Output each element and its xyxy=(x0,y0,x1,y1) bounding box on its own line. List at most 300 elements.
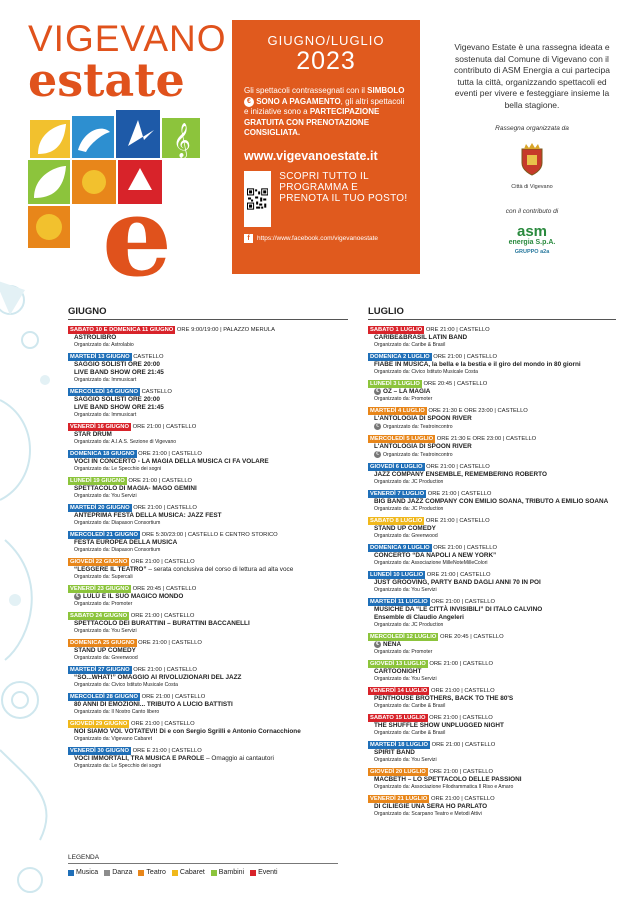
event-date-line xyxy=(68,450,348,458)
event-title-text: JAZZ COMPANY ENSEMBLE, REMEMBERING ROBERTO xyxy=(374,470,547,478)
event-organizer xyxy=(74,377,348,384)
event-organizer xyxy=(374,342,616,349)
facebook-url: https://www.facebook.com/vigevanoestate xyxy=(257,234,379,242)
event-date-tag: MERCOLEDÌ 5 LUGLIO xyxy=(370,436,434,443)
event-title xyxy=(74,593,348,601)
event-date-tag: LUNEDÌ 3 LUGLIO xyxy=(370,381,420,387)
asm-spa: S.p.A. xyxy=(535,239,556,246)
legend-label: Cabaret xyxy=(179,869,205,876)
event-time-place: ORE 21:00 | CASTELLO xyxy=(136,451,202,457)
logo-subtitle: estate xyxy=(28,53,185,107)
contribution-label: con il contributo di xyxy=(505,207,559,215)
event-date-tag: GIOVEDÌ 20 LUGLIO xyxy=(370,769,426,776)
euro-icon: € xyxy=(374,423,381,430)
event-title xyxy=(374,415,616,423)
event-date-line xyxy=(368,598,616,606)
event-title xyxy=(74,701,348,709)
legend-item-eventi xyxy=(250,869,277,876)
event-title-text: PENTHOUSE BROTHERS, BACK TO THE 80'S xyxy=(374,695,514,703)
event-organizer xyxy=(374,560,616,567)
event-title xyxy=(74,674,348,682)
event-item xyxy=(368,380,616,403)
event-date-line xyxy=(368,795,616,803)
event-title xyxy=(74,728,348,736)
event-item xyxy=(68,720,348,743)
event-organizer xyxy=(374,451,616,458)
event-organizer-text: Organizzato da: Associazione MilleNoteMilleColori xyxy=(374,559,488,566)
event-time-place: CASTELLO xyxy=(139,389,172,395)
event-time-place: ORE 21:00 | CASTELLO xyxy=(429,796,495,803)
event-date-tag: DOMENICA 18 GIUGNO xyxy=(70,451,135,457)
event-title-text: CONCERTO “DA NAPOLI A NEW YORK” xyxy=(374,551,497,559)
event-time-place: ORE 21:00 | CASTELLO xyxy=(139,694,206,701)
euro-icon: € xyxy=(374,451,381,458)
event-organizer-text: Organizzato da: Astrolabio xyxy=(74,342,134,348)
event-title xyxy=(374,443,616,451)
event-title-text: LULÙ E IL SUO MAGICO MONDO xyxy=(83,593,184,601)
event-organizer-text: Organizzato da: Immusicart xyxy=(74,377,137,383)
event-organizer-text: Organizzato da: Vigevano Cabaret xyxy=(74,736,153,743)
event-title xyxy=(374,579,616,587)
event-organizer xyxy=(74,412,348,419)
qr-code-icon[interactable] xyxy=(244,171,271,227)
promo-info-free: PARTECIPAZIONE GRATUITA CON PRENOTAZIONE CONSIGLIATA. xyxy=(244,107,380,138)
event-date-tag: SABATO 24 GIUGNO xyxy=(70,613,128,620)
event-date-tag: MARTEDÌ 4 LUGLIO xyxy=(370,408,425,415)
event-title xyxy=(374,388,616,396)
event-date-line xyxy=(368,687,616,695)
legend-label: Teatro xyxy=(146,869,166,876)
event-subtitle: Ensemble di Claudio Angeleri xyxy=(374,613,464,621)
event-item xyxy=(68,504,348,527)
event-date-line xyxy=(368,768,616,776)
event-organizer xyxy=(374,703,616,710)
event-organizer xyxy=(374,676,616,683)
event-title-text: NOI SIAMO VOI. VOTATEVI! Di e con Sergio Sgrilli e Antonio Cornacchione xyxy=(74,728,301,736)
event-item xyxy=(68,353,348,384)
event-item xyxy=(368,660,616,683)
event-title xyxy=(74,512,348,520)
event-date-line xyxy=(368,435,616,443)
event-organizer-text: Organizzato da: Caribe & Brasil xyxy=(374,342,446,348)
event-organizer xyxy=(74,709,348,716)
event-title-text: OZ – LA MAGIA xyxy=(383,388,431,396)
event-title-text: JUST GROOVING, PARTY BAND DAGLI ANNI 70 IN POI xyxy=(374,578,541,586)
event-organizer xyxy=(74,655,348,662)
event-title-text: FESTA EUROPEA DELLA MUSICA xyxy=(74,539,178,546)
event-item xyxy=(368,795,616,818)
promo-info-symbol: SIMBOLO xyxy=(367,86,405,95)
legend-swatch xyxy=(250,870,256,876)
svg-text:e: e xyxy=(102,172,172,290)
logo-title: VIGEVANO xyxy=(28,18,227,59)
event-organizer-text: Organizzato da: Le Specchio dei sogni xyxy=(74,763,162,770)
event-date-line xyxy=(68,353,348,361)
event-title-text: “LEGGERE IL TEATRO” xyxy=(74,566,147,573)
event-title xyxy=(74,620,348,628)
event-time-place: ORE 21:00 | CASTELLO xyxy=(429,688,495,695)
event-organizer xyxy=(74,439,348,446)
asm-group: GRUPPO a2a xyxy=(514,249,550,255)
event-item xyxy=(68,639,348,662)
event-organizer-text: Organizzato da: You Servizi xyxy=(374,757,437,764)
event-organizer xyxy=(74,574,348,581)
event-title-text: VOCI IMMORTALI, TRA MUSICA E PAROLE xyxy=(74,755,205,763)
event-item xyxy=(368,544,616,567)
event-title xyxy=(74,334,348,342)
event-date-tag: MERCOLEDÌ 28 GIUGNO xyxy=(70,694,138,701)
event-date-line xyxy=(68,747,348,755)
event-item xyxy=(368,490,616,513)
event-title xyxy=(74,755,348,763)
event-organizer-text: Organizzato da: Il Nostro Canto libero xyxy=(74,709,160,716)
event-title-text: “SO...WHAT!” OMAGGIO AI RIVOLUZIONARI DEL JAZZ xyxy=(74,674,242,682)
event-organizer xyxy=(74,601,348,608)
legend-swatch xyxy=(68,870,74,876)
event-organizer xyxy=(74,493,348,500)
event-item xyxy=(368,687,616,710)
event-organizer-text: Organizzato da: Teatroincontro xyxy=(383,424,453,431)
event-time-place: ORE 21:00 | CASTELLO xyxy=(424,327,490,333)
event-time-place: ORE 21:00 | CASTELLO xyxy=(429,742,496,749)
event-title xyxy=(374,334,616,342)
event-organizer xyxy=(374,423,616,430)
event-date-tag: GIOVEDÌ 13 LUGLIO xyxy=(370,661,426,668)
event-organizer xyxy=(374,649,616,656)
event-organizer-text: Organizzato da: JC Production xyxy=(374,505,444,512)
event-title xyxy=(374,722,616,730)
event-title-text: FIABE IN MUSICA, la bella e la bestia e il giro del mondo in 80 giorni xyxy=(374,361,581,368)
event-item xyxy=(368,768,616,791)
event-date-tag: SABATO 8 LUGLIO xyxy=(370,517,423,524)
facebook-icon: f xyxy=(244,234,253,243)
event-date-tag: MARTEDÌ 11 LUGLIO xyxy=(370,598,428,605)
event-time-place: ORE 21:00 | CASTELLO xyxy=(427,715,493,722)
event-title-text: NENA xyxy=(383,641,402,649)
event-organizer xyxy=(374,757,616,764)
event-title xyxy=(374,803,616,811)
event-organizer-text: Organizzato da: You Servizi xyxy=(74,628,137,635)
event-date-tag: VENERDÌ 7 LUGLIO xyxy=(370,490,425,497)
event-organizer-text: Organizzato da: Civico Istituto Musicale Costa xyxy=(74,682,178,689)
city-crest-icon xyxy=(518,143,546,177)
event-organizer xyxy=(374,622,616,629)
event-date-line xyxy=(68,639,348,647)
event-date-tag: GIOVEDÌ 29 GIUGNO xyxy=(70,721,128,728)
event-item xyxy=(368,598,616,629)
promo-cta: SCOPRI TUTTO IL PROGRAMMA E PRENOTA IL TUO POSTO! xyxy=(279,170,408,204)
event-organizer xyxy=(374,587,616,594)
event-item xyxy=(68,388,348,419)
event-date-line xyxy=(68,388,348,396)
event-organizer xyxy=(74,520,348,527)
qr-row xyxy=(244,171,408,227)
event-title-text: L'ANTOLOGIA DI SPOON RIVER xyxy=(374,415,472,423)
event-item xyxy=(68,450,348,473)
event-organizer-text: Organizzato da: You Servizi xyxy=(374,586,437,593)
event-organizer-text: Organizzato da: Diapason Consortium xyxy=(74,547,161,553)
event-item xyxy=(368,407,616,430)
event-item xyxy=(68,747,348,770)
event-item xyxy=(68,612,348,635)
event-date-line xyxy=(368,490,616,498)
euro-icon: € xyxy=(374,641,381,648)
event-organizer-text: Organizzato da: You Servizi xyxy=(74,493,137,499)
event-title xyxy=(74,647,348,655)
event-title xyxy=(374,749,616,757)
event-time-place: ORE 21:00 | CASTELLO xyxy=(424,517,490,524)
event-time-place: ORE 21:00 | CASTELLO xyxy=(129,721,195,728)
event-date-line xyxy=(368,571,616,579)
event-item xyxy=(68,423,348,446)
legend-item-teatro xyxy=(138,869,165,876)
intro-panel xyxy=(446,42,618,259)
event-organizer xyxy=(374,396,616,403)
event-organizer-text: Organizzato da: Associazione Filodrammatica Il Riso e Amaro xyxy=(374,784,514,791)
june-event-list xyxy=(68,326,348,770)
legend-swatch xyxy=(172,870,178,876)
event-title xyxy=(74,539,348,547)
event-title xyxy=(374,668,616,676)
event-date-tag: VENERDÌ 14 LUGLIO xyxy=(370,688,428,695)
legend-item-bambini xyxy=(211,869,244,876)
event-date-line xyxy=(368,517,616,525)
event-title xyxy=(74,566,348,574)
event-date-line xyxy=(68,558,348,566)
event-organizer xyxy=(74,763,348,770)
event-title-text: THE SHUFFLE SHOW UNPLUGGED NIGHT xyxy=(374,722,504,730)
event-title-text: CARIBE&BRASIL LATIN BAND xyxy=(374,334,468,341)
event-title-rest: – Omaggio ai cantautori xyxy=(204,755,274,763)
event-title xyxy=(374,695,616,703)
event-time-place: ORE 21:30 E ORE 23:00 | CASTELLO xyxy=(435,436,537,443)
legend-item-musica xyxy=(68,869,98,876)
event-time-place: ORE 21:00 | CASTELLO xyxy=(425,571,491,578)
legend-swatch xyxy=(211,870,217,876)
event-item xyxy=(368,353,616,376)
event-organizer xyxy=(374,533,616,540)
event-time-place: ORE 21:00 | CASTELLO xyxy=(427,769,494,776)
legend-item-cabaret xyxy=(172,869,205,876)
event-item xyxy=(368,633,616,656)
event-time-place: ORE 20:45 | CASTELLO xyxy=(421,381,488,387)
event-title xyxy=(374,361,616,369)
event-organizer xyxy=(374,784,616,791)
event-organizer xyxy=(74,466,348,473)
event-organizer-text: Organizzato da: Immusicart xyxy=(74,412,137,418)
june-program xyxy=(68,306,348,774)
event-title-text: STAND UP COMEDY xyxy=(74,647,136,655)
event-item xyxy=(368,517,616,540)
event-title-text: MUSICHE DA “LE CITTÀ INVISIBILI” DI ITALO CALVINO xyxy=(374,605,543,613)
event-date-tag: SABATO 1 LUGLIO xyxy=(370,327,423,333)
event-organizer-text: Organizzato da: Promoter xyxy=(74,601,133,608)
event-time-place: ORE 21:00 | CASTELLO xyxy=(427,661,494,668)
city-label: Città di Vigevano xyxy=(511,184,553,190)
event-time-place: ORE 20:45 | CASTELLO xyxy=(130,586,197,592)
event-date-tag: MARTEDÌ 18 LUGLIO xyxy=(370,742,428,749)
event-date-tag: VENERDÌ 16 GIUGNO xyxy=(70,424,129,430)
event-title-text: L'ANTOLOGIA DI SPOON RIVER xyxy=(374,443,472,451)
promo-info-paid: SONO A PAGAMENTO xyxy=(254,96,341,106)
event-organizer xyxy=(74,628,348,635)
event-title xyxy=(374,498,616,506)
event-date-line xyxy=(68,423,348,431)
event-title xyxy=(374,552,616,560)
event-organizer-text: Organizzato da: Promoter xyxy=(374,396,433,403)
event-time-place: ORE 21:00 | CASTELLO xyxy=(129,559,195,565)
event-date-tag: GIOVEDÌ 6 LUGLIO xyxy=(370,463,423,470)
legend-label: Danza xyxy=(112,869,133,876)
event-time-place: ORE 21:00 | CASTELLO xyxy=(131,505,197,511)
event-item xyxy=(68,477,348,500)
legend-heading: LEGENDA xyxy=(68,854,338,864)
event-time-place: ORE 9:00/19:00 | PALAZZO MERULA xyxy=(175,327,275,333)
promo-info xyxy=(244,86,408,139)
asm-logo-text: asm xyxy=(516,223,548,240)
event-organizer-text: Organizzato da: Greenwood xyxy=(374,532,438,539)
event-time-place: ORE 21:00 | CASTELLO xyxy=(426,490,492,497)
website-link[interactable]: www.vigevanoestate.it xyxy=(244,148,378,163)
legend-swatch xyxy=(104,870,110,876)
event-time-place: ORE 5:30/23:00 | CASTELLO E CENTRO STORICO xyxy=(139,532,278,538)
event-title xyxy=(374,471,616,479)
event-organizer-text: Organizzato da: Scarpano Teatro e Metodi Attivi xyxy=(374,811,482,818)
event-time-place: ORE 21:00 | CASTELLO xyxy=(431,544,497,551)
promo-year: 2023 xyxy=(296,47,356,75)
event-item xyxy=(68,326,348,349)
legend-label: Musica xyxy=(76,869,99,876)
event-date-tag: MARTEDÌ 13 GIUGNO xyxy=(70,354,130,360)
event-date-line xyxy=(68,504,348,512)
event-organizer xyxy=(74,342,348,349)
event-title-text: SPIRIT BAND xyxy=(374,749,415,757)
event-time-place: ORE 21:00 | CASTELLO xyxy=(136,640,202,647)
event-date-line xyxy=(368,380,616,388)
event-title xyxy=(74,458,348,466)
event-organizer xyxy=(374,479,616,486)
event-date-line xyxy=(68,693,348,701)
event-organizer xyxy=(374,730,616,737)
event-title xyxy=(374,606,616,614)
event-date-tag: VENERDÌ 30 GIUGNO xyxy=(70,748,129,755)
event-item xyxy=(368,435,616,458)
event-item xyxy=(68,531,348,554)
logo-artwork xyxy=(28,110,218,290)
event-organizer-text: Organizzato da: Civico Istituto Musicale Costa xyxy=(374,369,478,375)
event-date-tag: LUNEDÌ 10 LUGLIO xyxy=(370,571,424,578)
event-organizer-text: Organizzato da: Teatroincontro xyxy=(383,451,453,458)
event-title xyxy=(74,485,348,493)
event-date-tag: DOMENICA 2 LUGLIO xyxy=(370,354,430,360)
event-organizer xyxy=(374,811,616,818)
event-item xyxy=(368,714,616,737)
event-title xyxy=(74,396,348,404)
event-date-line xyxy=(368,326,616,334)
event-time-place: ORE 21:00 | CASTELLO xyxy=(131,667,197,674)
event-title xyxy=(74,431,348,439)
event-date-line xyxy=(368,633,616,641)
event-subtitle: LIVE BAND SHOW ORE 21:45 xyxy=(74,369,164,376)
july-event-list xyxy=(368,326,616,818)
event-title xyxy=(374,776,616,784)
event-title-text: ANTEPRIMA FESTA DELLA MUSICA: JAZZ FEST xyxy=(74,512,222,519)
legend-label: Eventi xyxy=(258,869,278,876)
event-organizer-text: Organizzato da: Le Specchio dei sogni xyxy=(74,466,162,472)
legend-items xyxy=(68,869,338,876)
event-date-tag: SABATO 15 LUGLIO xyxy=(370,715,426,722)
event-organizer xyxy=(74,736,348,743)
event-date-line xyxy=(368,741,616,749)
event-date-tag: MERCOLEDÌ 12 LUGLIO xyxy=(370,633,437,640)
event-date-tag: VENERDÌ 23 GIUGNO xyxy=(70,586,129,592)
event-title-rest: – serata conclusiva del corso di lettura ad alta voce xyxy=(146,566,294,573)
event-organizer-text: Organizzato da: JC Production xyxy=(374,621,444,628)
event-date-tag: LUNEDÌ 19 GIUGNO xyxy=(70,478,125,484)
event-date-line xyxy=(368,407,616,415)
event-organizer-text: Organizzato da: Caribe & Brasil xyxy=(374,730,446,737)
event-item xyxy=(368,741,616,764)
event-time-place: ORE 21:30 E ORE 23:00 | CASTELLO xyxy=(426,408,528,415)
event-date-line xyxy=(68,326,348,334)
event-date-line xyxy=(68,720,348,728)
event-time-place: CASTELLO xyxy=(131,354,164,360)
event-date-line xyxy=(368,463,616,471)
event-date-tag: SABATO 10 E DOMENICA 11 GIUGNO xyxy=(70,327,174,333)
vigevano-estate-logo xyxy=(28,18,227,290)
event-time-place: ORE 21:00 | CASTELLO xyxy=(424,463,490,470)
legend-swatch xyxy=(138,870,144,876)
event-item xyxy=(368,571,616,594)
event-date-line xyxy=(68,612,348,620)
event-date-line xyxy=(368,714,616,722)
event-title-text: SPETTACOLO DEI BURATTINI – BURATTINI BACCANELLI xyxy=(74,620,250,628)
event-title-text: CARTOONIGHT xyxy=(374,668,422,676)
event-title xyxy=(74,361,348,369)
event-item xyxy=(68,558,348,581)
intro-text: Vigevano Estate è una rassegna ideata e sostenuta dal Comune di Vigevano con il contributo di ASM Energia a cui partecipa tutta la città, organizzando spettacoli ed eventi per vivere e festeggiare insieme la bella stagione. xyxy=(454,42,610,110)
july-program xyxy=(368,306,616,822)
event-title-text: SAGGIO SOLISTI ORE 20:00 xyxy=(74,396,160,403)
event-date-line xyxy=(368,660,616,668)
event-date-line xyxy=(68,477,348,485)
event-item xyxy=(68,693,348,716)
event-date-tag: VENERDÌ 21 LUGLIO xyxy=(370,796,428,803)
event-organizer xyxy=(374,369,616,376)
event-title-text: SPETTACOLO DI MAGIA- MAGO GEMINI xyxy=(74,485,197,492)
euro-icon: € xyxy=(374,388,381,395)
event-date-tag: DOMENICA 25 GIUGNO xyxy=(70,640,135,647)
event-organizer-text: Organizzato da: Caribe & Brasil xyxy=(374,703,446,710)
promo-dates: GIUGNO/LUGLIO xyxy=(267,33,385,48)
facebook-link[interactable] xyxy=(244,234,408,243)
asm-energia: energia xyxy=(508,239,534,246)
legend xyxy=(68,854,338,876)
event-subtitle: LIVE BAND SHOW ORE 21:45 xyxy=(74,404,164,411)
event-time-place: ORE 20:45 | CASTELLO xyxy=(438,633,504,640)
event-time-place: ORE 21:00 | CASTELLO xyxy=(126,478,193,484)
event-organizer xyxy=(74,547,348,554)
event-date-line xyxy=(68,531,348,539)
event-date-line xyxy=(68,585,348,593)
event-date-tag: MERCOLEDÌ 21 GIUGNO xyxy=(70,532,138,538)
event-title-text: DI CILIEGIE UNA SERA HO PARLATO xyxy=(374,803,488,811)
event-title-text: BIG BAND JAZZ COMPANY CON EMILIO SOANA, TRIBUTO A EMILIO SOANA xyxy=(374,497,609,505)
event-date-line xyxy=(68,666,348,674)
event-organizer-text: Organizzato da: Greenwood xyxy=(74,655,138,662)
event-organizer-text: Organizzato da: Promoter xyxy=(374,649,433,656)
event-date-line xyxy=(368,544,616,552)
